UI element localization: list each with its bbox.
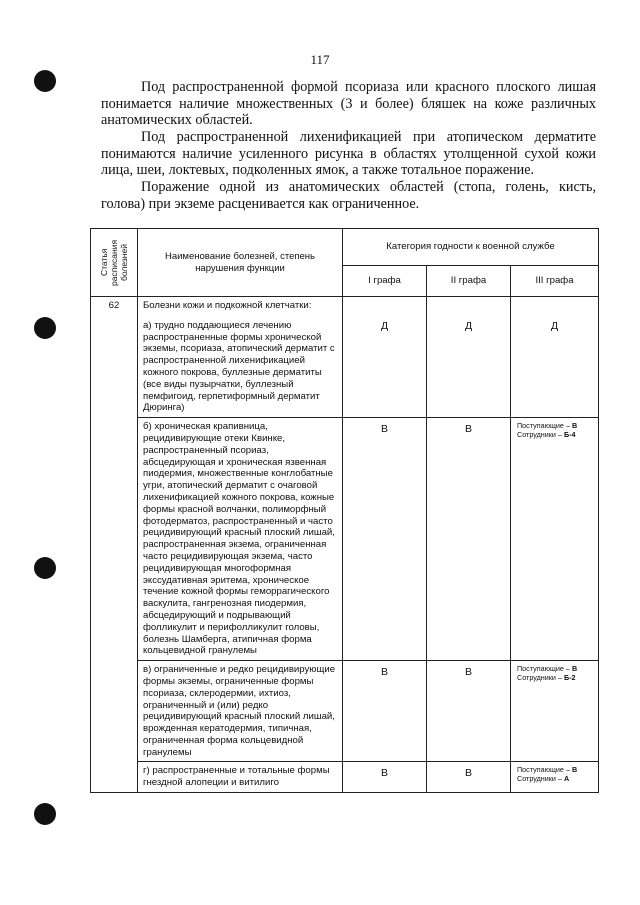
table-row: [91, 661, 599, 762]
graph-1-value: В: [343, 418, 427, 661]
row-text: [138, 297, 343, 418]
article-title: Болезни кожи и подкожной клетчатки:: [143, 300, 312, 311]
paragraph-psoriasis: Под распространенной формой псориаза или красного плоского лишая понимается наличие множественных (3 и более) бляшек на коже различных анатомических областей.: [101, 79, 596, 128]
header-graph-2: II графа: [427, 266, 511, 297]
row-description: в) ограниченные и редко рецидивирующие формы экземы, ограниченные формы псориаза, склеродермии, ихтиоз, ограниченный и (или) редко рецидивирующий красный плоский лишай, врожденная кератодермия, типичная, ограниченная форма кольцевидной гранулемы: [138, 661, 343, 762]
row-description: а) трудно поддающиеся лечению распространенные формы хронической экземы, псориаза, атопический дерматит с распространенной лихенификацией кожного покрова, буллезные дерматиты (все виды пузырчатки, буллезный пемфигоид, герпетиформный дерматит Дюринга): [143, 319, 335, 414]
header-category: Категория годности к военной службе: [343, 229, 599, 266]
punch-hole: [34, 317, 56, 339]
header-article: Статья расписания болезней: [91, 229, 138, 297]
paragraph-eczema: Поражение одной из анатомических областей (стопа, голень, кисть, голова) при экземе расценивается как ограниченное.: [101, 179, 596, 212]
punch-hole: [34, 70, 56, 92]
paragraph-lichenification: Под распространенной лихенификацией при атопическом дерматите понимаются наличие усиленного рисунка в областях утолщенной сухой кожи лица, шеи, локтевых, подколенных ямок, а также тотальное поражение.: [101, 129, 596, 178]
table-row: [91, 418, 599, 661]
article-number: 62: [91, 297, 138, 793]
row-description: б) хроническая крапивница, рецидивирующие отеки Квинке, распространенный псориаз, абсцедирующая и хроническая язвенная пиодермия, множественные конглобатные угри, атопический дерматит с очаговой лихенификацией кожного покрова, кожные формы красной волчанки, полиморфный фотодерматоз, распространенный и часто рецидивирующий красный плоский лишай, распространенная экзема, ограниченная часто рецидивирующая экзема, часто рецидивирующая многоформная экссудативная эритема, хроническое течение кожной формы геморрагического васкулита, гангренозная пиодермия, абсцедирующий и подрывающий фолликулит и перифолликулит головы, болезнь Шамберга, атипичная форма кольцевидной гранулемы: [138, 418, 343, 661]
graph-1-value: В: [343, 661, 427, 762]
graph-2-value: В: [427, 762, 511, 793]
page-number: 117: [310, 52, 330, 67]
graph-2-value: Д: [427, 297, 511, 418]
graph-2-value: В: [427, 418, 511, 661]
graph-2-value: В: [427, 661, 511, 762]
header-graph-3: III графа: [511, 266, 599, 297]
punch-hole: [34, 803, 56, 825]
header-graph-1: I графа: [343, 266, 427, 297]
table-row: [91, 762, 599, 793]
row-description: г) распространенные и тотальные формы гнездной алопеции и витилиго: [138, 762, 343, 793]
graph-3-value: Поступающие – В Сотрудники – Б-2: [511, 661, 599, 762]
graph-1-value: Д: [343, 297, 427, 418]
graph-1-value: В: [343, 762, 427, 793]
graph-3-value: Поступающие – В Сотрудники – А: [511, 762, 599, 793]
header-disease-name: Наименование болезней, степень нарушения функции: [138, 229, 343, 297]
graph-3-value: Поступающие – В Сотрудники – Б-4: [511, 418, 599, 661]
punch-hole: [34, 557, 56, 579]
table-row: [91, 297, 599, 418]
graph-3-value: Д: [511, 297, 599, 418]
disease-table: [90, 228, 599, 793]
